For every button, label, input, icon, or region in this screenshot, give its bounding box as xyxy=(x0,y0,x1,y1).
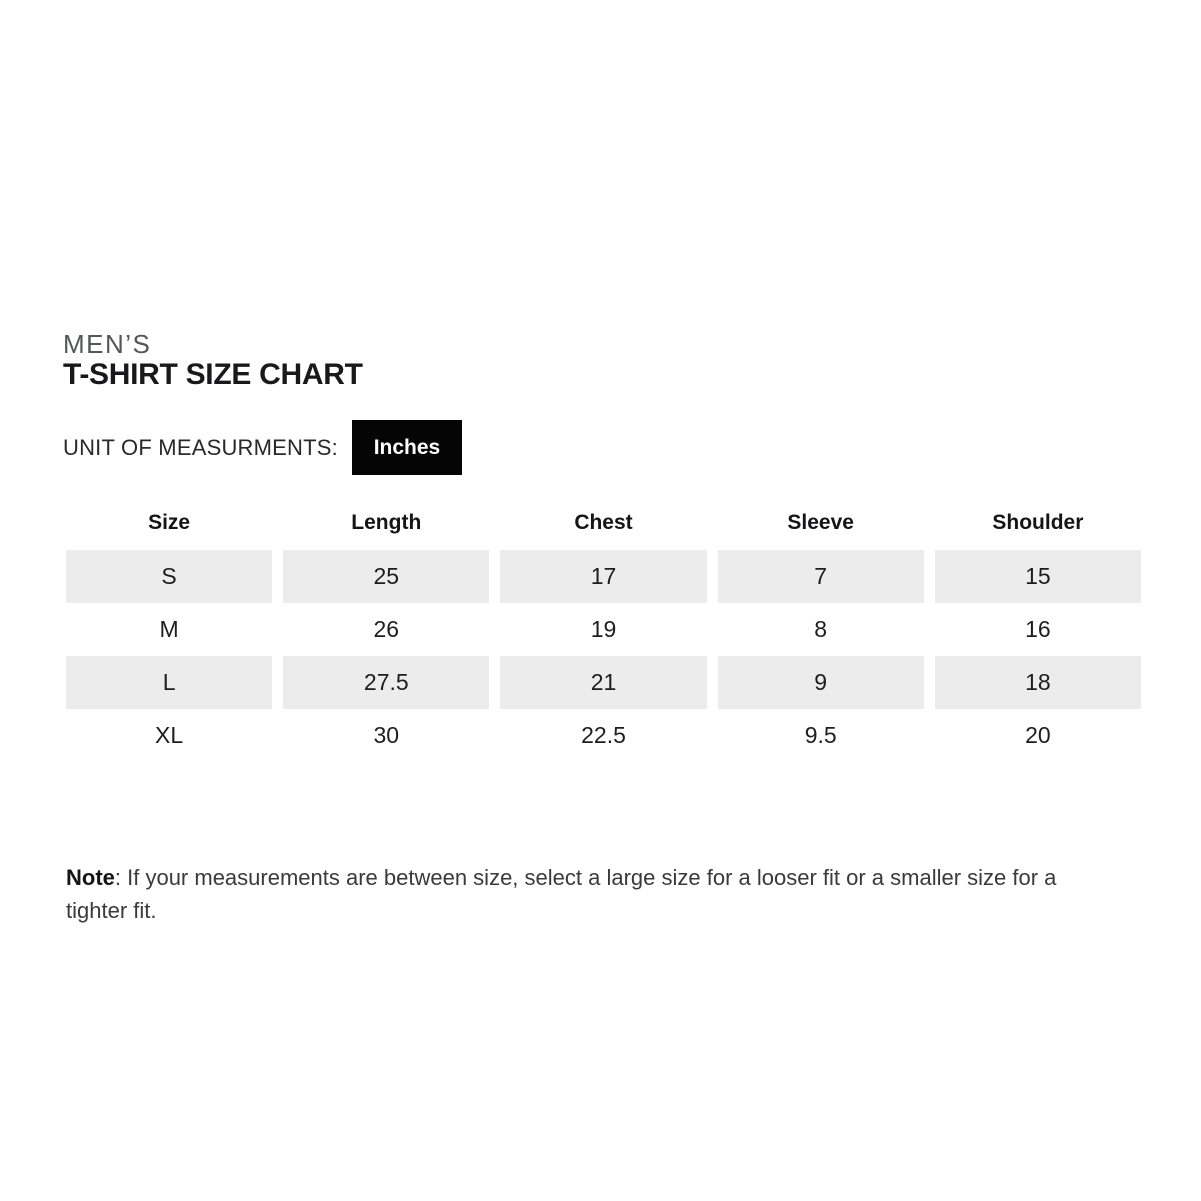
table-cell: 9.5 xyxy=(804,722,837,748)
table-cell: 26 xyxy=(373,616,400,642)
table-cell: 8 xyxy=(814,616,828,642)
column-header-sleeve: Sleeve xyxy=(787,511,854,534)
table-cell: 25 xyxy=(283,550,489,603)
table-row-s xyxy=(66,550,1141,603)
table-cell: 20 xyxy=(1025,722,1051,748)
table-cell: 27.5 xyxy=(283,656,489,709)
table-cell: 15 xyxy=(935,550,1141,603)
note-label: Note xyxy=(66,865,115,890)
table-row-m xyxy=(66,603,1141,656)
table-cell: 9 xyxy=(718,656,924,709)
unit-label: UNIT OF MEASURMENTS: xyxy=(63,434,338,460)
table-header-row xyxy=(66,496,1141,550)
column-header-chest: Chest xyxy=(574,511,633,534)
page-title: T-SHIRT SIZE CHART xyxy=(63,358,363,391)
table-row-xl xyxy=(66,709,1141,762)
column-header-length: Length xyxy=(351,511,422,534)
table-cell: 16 xyxy=(1025,616,1051,642)
table-cell: 21 xyxy=(500,656,706,709)
table-cell: 22.5 xyxy=(581,722,626,748)
table-cell: L xyxy=(66,656,272,709)
table-cell: 30 xyxy=(373,722,400,748)
table-cell: 18 xyxy=(935,656,1141,709)
table-cell: S xyxy=(66,550,272,603)
column-header-size: Size xyxy=(148,511,191,534)
table-cell: M xyxy=(159,616,179,642)
column-header-shoulder: Shoulder xyxy=(992,511,1084,534)
unit-inches-button[interactable]: Inches xyxy=(352,420,462,475)
table-cell: XL xyxy=(155,722,184,748)
unit-of-measurement-row xyxy=(63,420,462,475)
title-eyebrow: MEN’S xyxy=(63,329,152,359)
table-cell: 7 xyxy=(718,550,924,603)
table-cell: 19 xyxy=(590,616,617,642)
title-block xyxy=(63,330,363,391)
note-text: : If your measurements are between size, select a large size for a looser fit or a smaller size for a tighter fit. xyxy=(66,865,1057,923)
table-cell: 17 xyxy=(500,550,706,603)
table-row-l xyxy=(66,656,1141,709)
size-chart-table xyxy=(66,496,1141,762)
note xyxy=(66,861,1108,927)
